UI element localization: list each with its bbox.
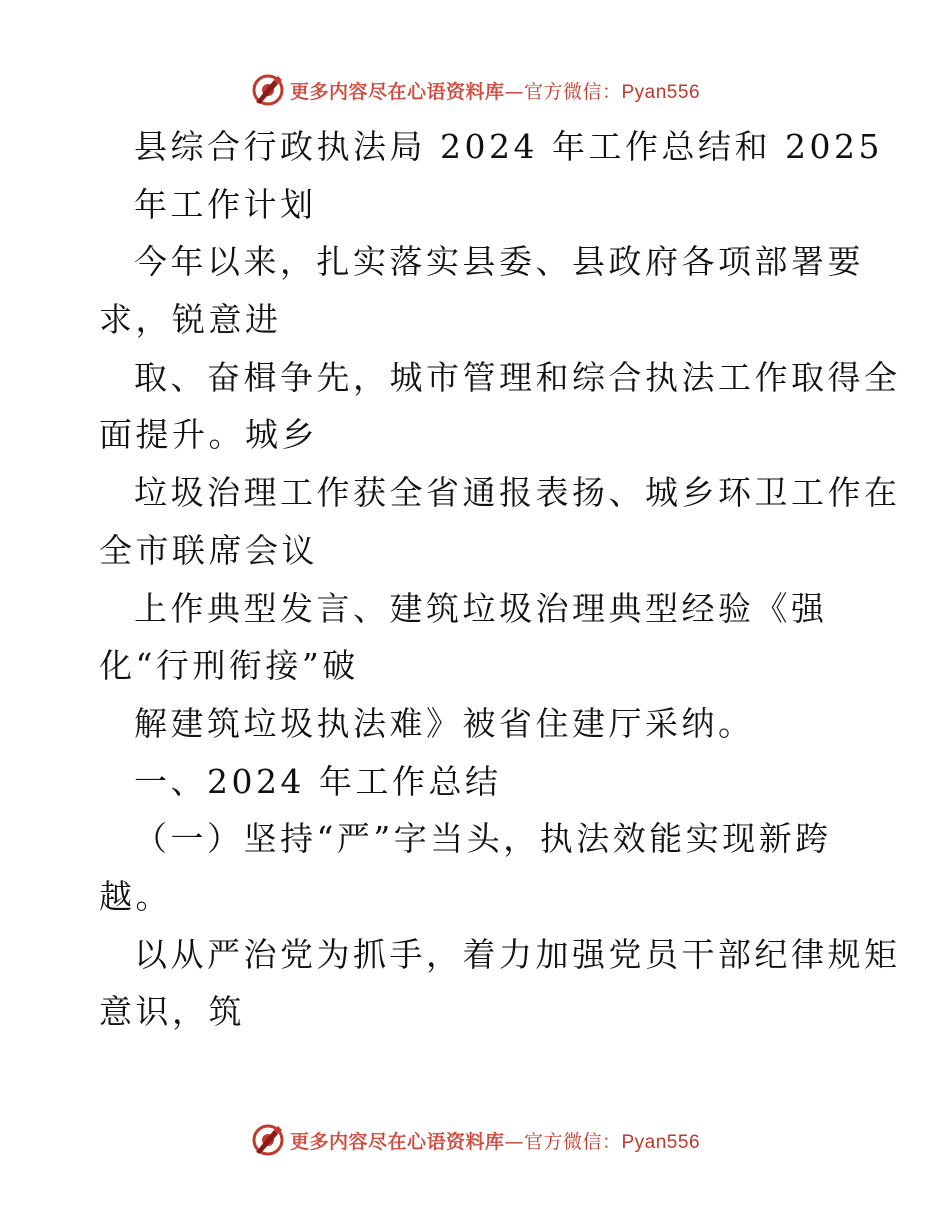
text-line: 解建筑垃圾执法难》被省住建厅采纳。: [134, 703, 755, 743]
pen-logo-icon: [250, 72, 286, 108]
pen-logo-icon: [250, 1122, 286, 1158]
text-line: 县综合行政执法局 2024 年工作总结和 2025: [134, 127, 883, 166]
text-line: 一、2024 年工作总结: [134, 761, 502, 801]
watermark-wechat-label: 官方微信：: [523, 80, 622, 103]
watermark-dash: —: [504, 1130, 524, 1153]
text-line: 上作典型发言、建筑垃圾治理典型经验《强: [134, 588, 828, 628]
text-line: （一）坚持“严”字当头，执法效能实现新跨: [134, 819, 832, 859]
text-line: 全市联席会议: [99, 530, 318, 570]
text-line: 意识，筑: [99, 992, 245, 1032]
footer-watermark: [0, 1120, 950, 1160]
watermark-wechat-id: Pyan556: [621, 1131, 701, 1153]
watermark-text: 更多内容尽在心语资料库: [289, 80, 505, 103]
text-line: 今年以来，扎实落实县委、县政府各项部署要: [134, 242, 864, 282]
text-line: 年工作计划: [134, 184, 317, 224]
text-line: 求，锐意进: [99, 300, 282, 340]
text-line: 取、奋楫争先，城市管理和综合执法工作取得全: [134, 357, 901, 397]
text-line: 面提升。城乡: [99, 415, 318, 455]
text-line: 越。: [99, 876, 172, 916]
text-line: 化“行刑衔接”破: [99, 646, 359, 686]
watermark-wechat-id: Pyan556: [621, 81, 701, 103]
text-line: 垃圾治理工作获全省通报表扬、城乡环卫工作在: [134, 473, 901, 513]
watermark-wechat-label: 官方微信：: [523, 1130, 622, 1153]
header-watermark: [0, 70, 950, 110]
text-line: 以从严治党为抓手，着力加强党员干部纪律规矩: [134, 934, 901, 974]
watermark-text: 更多内容尽在心语资料库: [289, 1130, 505, 1153]
watermark-dash: —: [504, 80, 524, 103]
document-body: [0, 118, 950, 1041]
